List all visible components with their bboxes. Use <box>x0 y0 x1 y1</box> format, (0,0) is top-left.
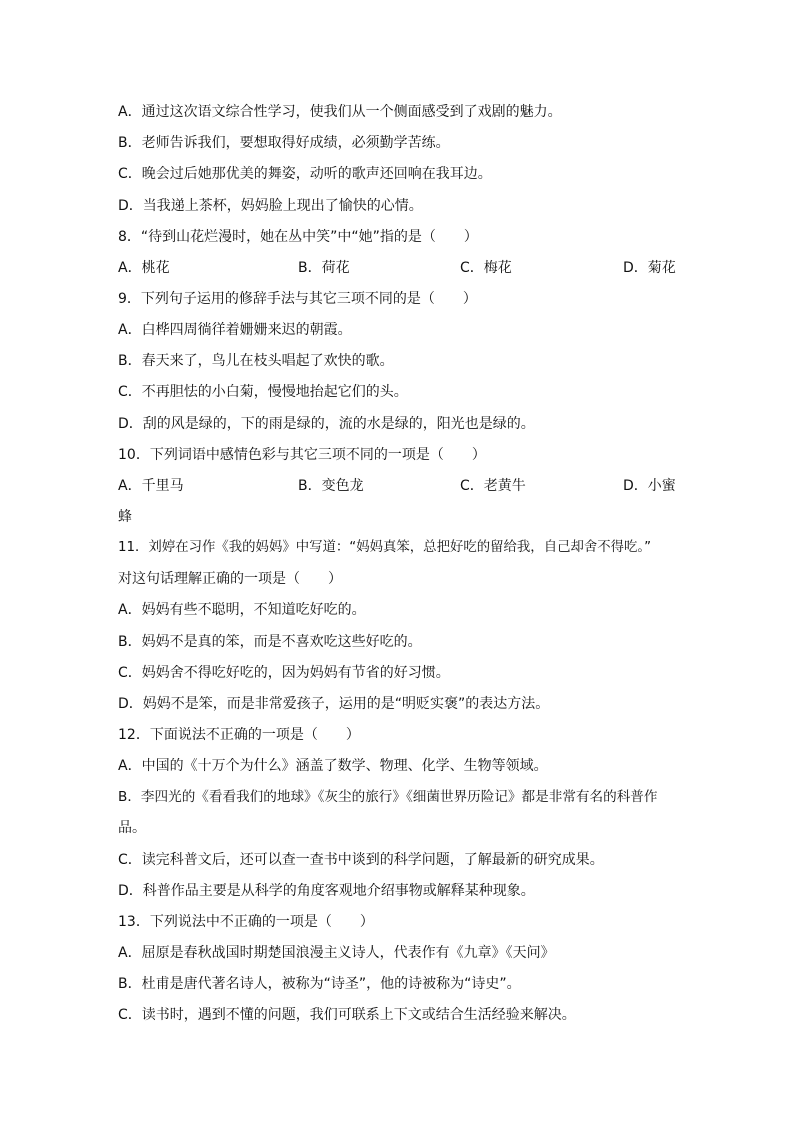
q13-option-c: C．读书时，遇到不懂的问题，我们可联系上下文或结合生活经验来解决。 <box>118 1007 576 1023</box>
q9-option-a: A．白桦四周徜徉着姗姗来迟的朝霞。 <box>118 322 352 338</box>
q10-stem: 10．下列词语中感情色彩与其它三项不同的一项是（ ） <box>118 447 486 463</box>
q12-option-d: D．科普作品主要是从科学的角度客观地介绍事物或解释某种现象。 <box>118 883 535 899</box>
q12-option-c: C．读完科普文后，还可以查一查书中谈到的科学问题，了解最新的研究成果。 <box>118 852 604 868</box>
q10-options <box>118 476 678 496</box>
q8-option-a: A．桃花 <box>118 260 170 276</box>
q11-option-b: B．妈妈不是真的笨，而是不喜欢吃这些好吃的。 <box>118 634 422 650</box>
q11-stem-line2: 对这句话理解正确的一项是（ ） <box>118 571 342 587</box>
q8-option-c: C．梅花 <box>460 260 512 276</box>
q9-option-c: C．不再胆怯的小白菊，慢慢地抬起它们的头。 <box>118 384 408 400</box>
q11-option-d: D．妈妈不是笨，而是非常爱孩子，运用的是“明贬实褒”的表达方法。 <box>118 696 550 712</box>
q10-option-a: A．千里马 <box>118 478 184 494</box>
q9-stem: 9．下列句子运用的修辞手法与其它三项不同的是（ ） <box>118 291 477 307</box>
q13-option-a: A．屈原是春秋战国时期楚国浪漫主义诗人，代表作有《九章》《天问》 <box>118 945 555 961</box>
q12-option-b-line1: B．李四光的《看看我们的地球》《灰尘的旅行》《细菌世界历险记》都是非常有名的科普作 <box>118 789 658 805</box>
q7-option-c: C．晚会过后她那优美的舞姿，动听的歌声还回响在我耳边。 <box>118 166 492 182</box>
q9-option-b: B．春天来了，鸟儿在枝头唱起了欢快的歌。 <box>118 353 394 369</box>
q11-option-a: A．妈妈有些不聪明，不知道吃好吃的。 <box>118 602 366 618</box>
q13-option-b: B．杜甫是唐代著名诗人，被称为“诗圣”，他的诗被称为“诗史”。 <box>118 976 521 992</box>
q11-stem-line1: 11．刘婷在习作《我的妈妈》中写道：“妈妈真笨，总把好吃的留给我，自己却舍不得吃。” <box>118 540 652 555</box>
q8-option-b: B．荷花 <box>298 260 350 276</box>
q10-option-d-wrap: 蜂 <box>118 509 132 525</box>
q7-option-d: D．当我递上茶杯，妈妈脸上现出了愉快的心情。 <box>118 198 423 214</box>
q13-stem: 13．下列说法中不正确的一项是（ ） <box>118 914 374 930</box>
q8-stem: 8．“待到山花烂漫时，她在丛中笑”中“她”指的是（ ） <box>118 229 478 245</box>
q12-option-b-line2: 品。 <box>118 820 146 836</box>
q7-option-b: B．老师告诉我们，要想取得好成绩，必须勤学苦练。 <box>118 135 450 151</box>
q8-option-d: D．菊花 <box>623 260 676 276</box>
q10-option-c: C．老黄牛 <box>460 478 526 494</box>
q8-options <box>118 258 678 278</box>
q10-option-b: B．变色龙 <box>298 478 364 494</box>
q11-option-c: C．妈妈舍不得吃好吃的，因为妈妈有节省的好习惯。 <box>118 665 450 681</box>
q12-option-a: A．中国的《十万个为什么》涵盖了数学、物理、化学、生物等领域。 <box>118 758 548 774</box>
q10-option-d: D．小蜜 <box>623 478 676 494</box>
q7-option-a: A．通过这次语文综合性学习，使我们从一个侧面感受到了戏剧的魅力。 <box>118 104 562 120</box>
q9-option-d: D．刮的风是绿的，下的雨是绿的，流的水是绿的，阳光也是绿的。 <box>118 416 535 432</box>
q12-stem: 12．下面说法不正确的一项是（ ） <box>118 727 360 743</box>
